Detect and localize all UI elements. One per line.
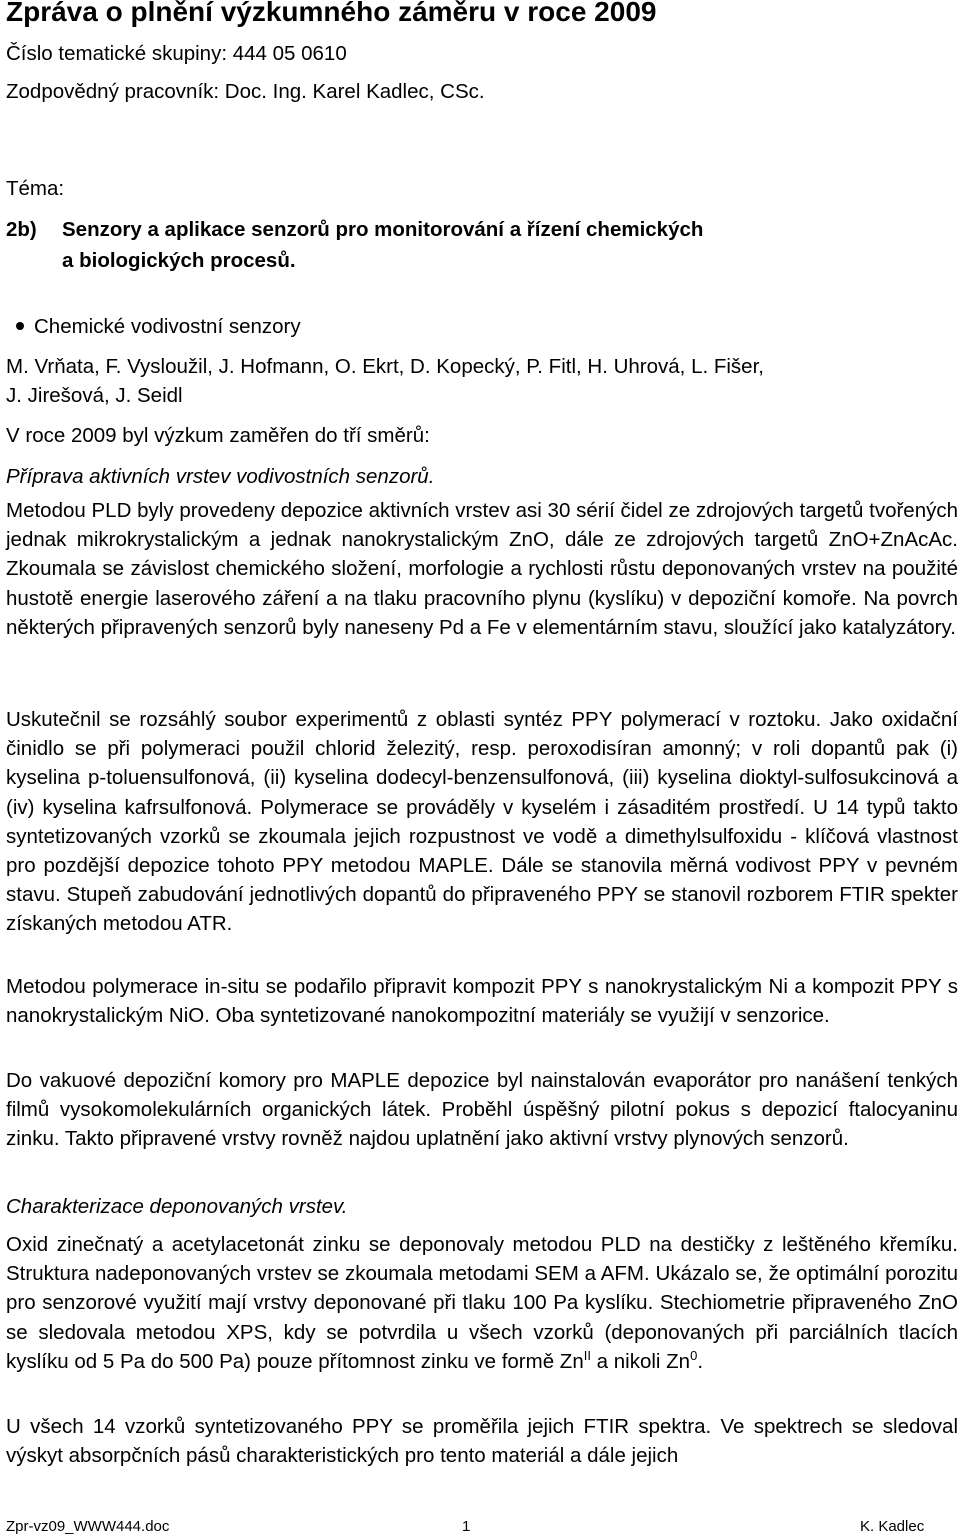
paragraph-ftir: U všech 14 vzorků syntetizovaného PPY se proměřila jejich FTIR spektra. Ve spektrech se sledoval výskyt absorpčních pásů charakteristických pro tento materiál a dále jejich <box>6 1415 958 1468</box>
paragraph-ppy-synthesis: Uskutečnil se rozsáhlý soubor experimentů z oblasti syntéz PPY polymerací v roztoku. Jako oxidační činidlo se při polymeraci použil chlorid železitý, resp. peroxodisíran amonný; v roli dopantů pak (i) kyselina p-toluensulfonová, (ii) kyselina dodecyl-benzensulfonová, (iii) kyselina dioktyl-sulfosukcinová a (iv) kyselina kafrsulfonová. Polymerace se prováděly v kyselém i zásaditém prostředí. U 14 typů takto syntetizovaných vzorků se zkoumala jejich rozpustnost ve vodě a dimethylsulfoxidu - klíčová vlastnost pro pozdější depozice tohoto PPY metodou MAPLE. Dále se stanovila měrná vodivost PPY v pevném stavu. Stupeň zabudování jednotlivých dopantů do připraveného PPY se stanovil rozborem FTIR spekter získaných metodou ATR. <box>6 708 958 936</box>
topic-label: Téma: <box>6 177 65 200</box>
document-title: Zpráva o plnění výzkumného záměru v roce 2009 <box>6 0 657 27</box>
paragraph-zno <box>6 1230 958 1376</box>
topic-title-line2: a biologických procesů. <box>62 249 296 272</box>
responsible-person: Zodpovědný pracovník: Doc. Ing. Karel Kadlec, CSc. <box>6 80 485 103</box>
paragraph-maple: Do vakuové depoziční komory pro MAPLE depozice byl nainstalován evaporátor pro nanášení tenkých filmů vysokomolekulárních organických látek. Proběhl úspěšný pilotní pokus s depozicí ftalocyaninu zinku. Takto připravené vrstvy rovněž najdou uplatnění jako aktivní vrstvy plynových senzorů. <box>6 1069 958 1151</box>
subheading-characterization: Charakterizace deponovaných vrstev. <box>6 1195 348 1218</box>
footer-filename: Zpr-vz09_WWW444.doc <box>6 1518 170 1535</box>
paragraph-zno-mid: a nikoli Zn <box>590 1349 691 1373</box>
topic-title-line1: Senzory a aplikace senzorů pro monitorování a řízení chemických <box>62 218 704 241</box>
paragraph-pld: Metodou PLD byly provedeny depozice aktivních vrstev asi 30 sérií čidel ze zdrojových targetů tvořených jednak mikrokrystalickým a jednak nanokrystalickým ZnO, dále ze zdrojových targetů ZnO+ZnAcAc. Zkoumala se závislost chemického složení, morfologie a rychlosti růstu deponovaných vrstev na použité hustotě energie laserového záření a na tlaku pracovního plynu (kyslíku) v depoziční komoře. Na povrch některých připravených senzorů byly naneseny Pd a Fe v elementárním stavu, sloužící jako katalyzátory. <box>6 499 958 639</box>
zn-superscript-0: 0 <box>690 1347 698 1363</box>
bullet-icon <box>16 322 24 330</box>
topic-number: 2b) <box>6 218 37 241</box>
paragraph-zno-text: Oxid zinečnatý a acetylacetonát zinku se deponovaly metodou PLD na destičky z leštěného křemíku. Struktura nadeponovaných vrstev se zkoumala metodami SEM a AFM. Ukázalo se, že optimální porozitu pro senzorové využití mají vrstvy deponované při tlaku 100 Pa kyslíku. Stechiometrie připraveného ZnO se sledovala metodou XPS, kdy se potvrdila u všech vzorků (deponovaných při parciálních tlacích kyslíku od 5 Pa do 500 Pa) pouze přítomnost zinku ve formě Zn <box>6 1233 958 1373</box>
zn-superscript-ii: II <box>583 1347 591 1363</box>
paragraph-composite: Metodou polymerace in-situ se podařilo připravit kompozit PPY s nanokrystalickým Ni a kompozit PPY s nanokrystalickým NiO. Oba syntetizované nanokompozitní materiály se využijí v senzorice. <box>6 975 958 1028</box>
authors-line1: M. Vrňata, F. Vysloužil, J. Hofmann, O. Ekrt, D. Kopecký, P. Fitl, H. Uhrová, L. Fišer, <box>6 355 764 378</box>
footer-page-number: 1 <box>462 1518 471 1535</box>
footer-author: K. Kadlec <box>860 1518 925 1535</box>
intro-text: V roce 2009 byl výzkum zaměřen do tří směrů: <box>6 424 430 447</box>
group-number: Číslo tematické skupiny: 444 05 0610 <box>6 42 347 65</box>
section-bullet-title: Chemické vodivostní senzory <box>34 315 301 338</box>
authors-line2: J. Jirešová, J. Seidl <box>6 384 183 407</box>
paragraph-zno-end: . <box>697 1349 704 1373</box>
subheading-preparation: Příprava aktivních vrstev vodivostních senzorů. <box>6 465 435 488</box>
